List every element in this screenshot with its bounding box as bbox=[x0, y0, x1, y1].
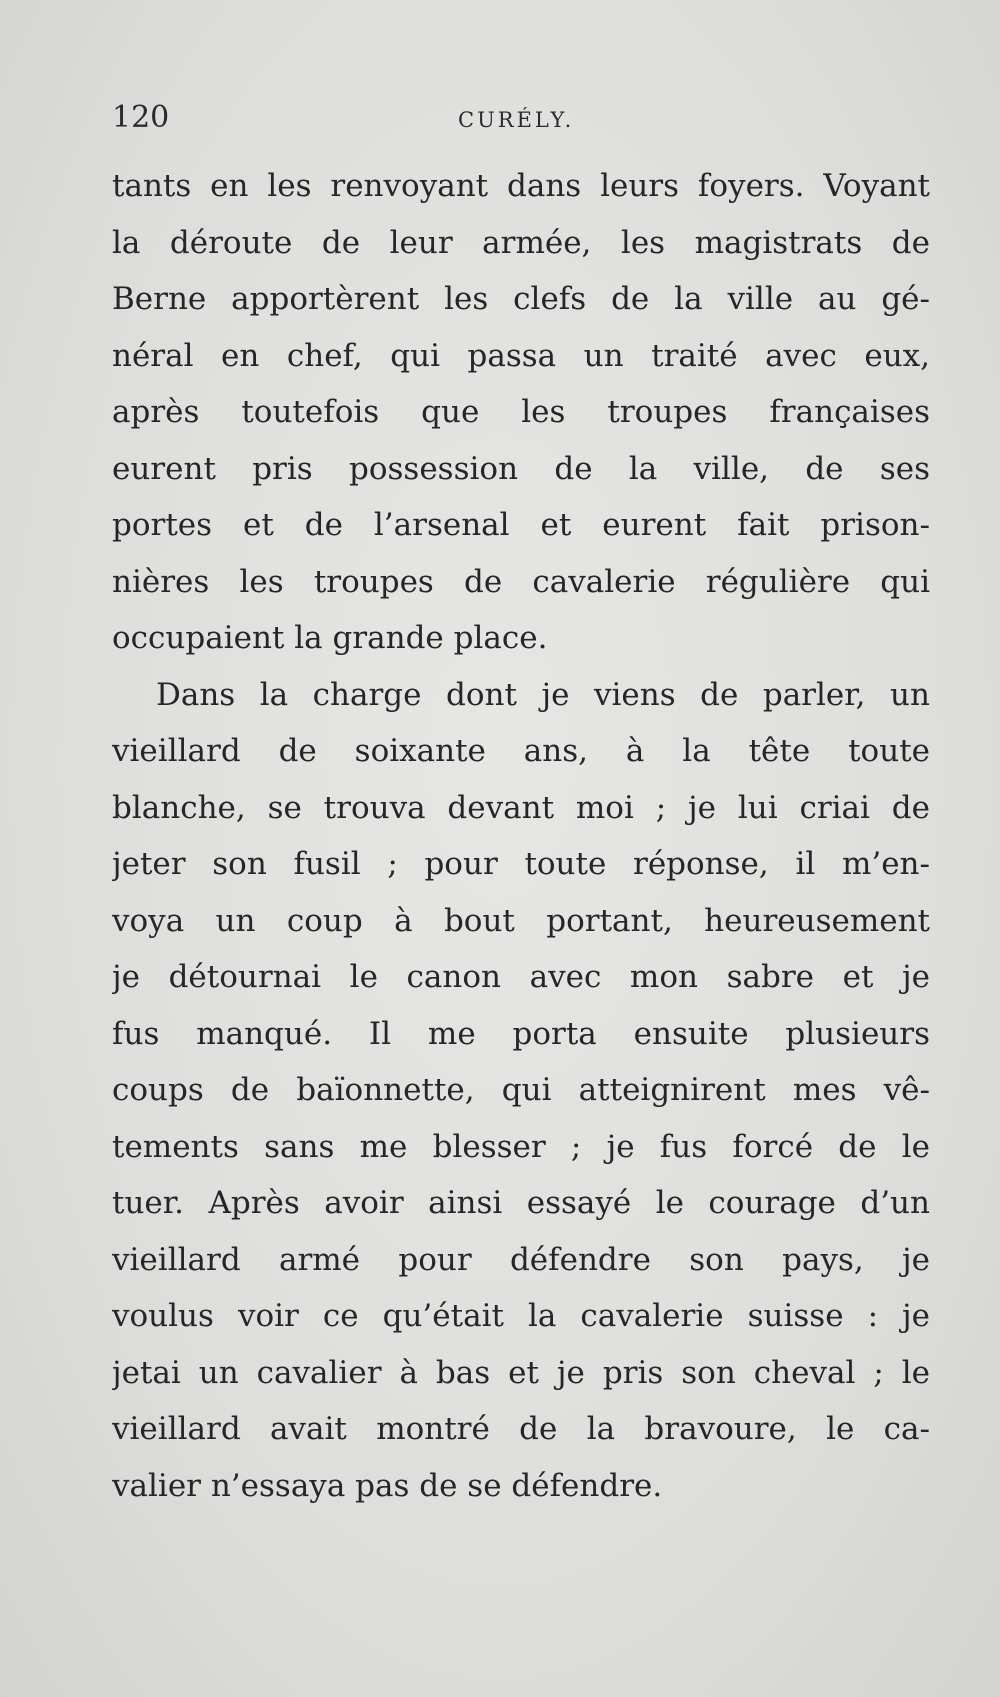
text-line: tements sans me blesser ; je fus forcé de le bbox=[112, 1128, 930, 1165]
text-line: vieillard armé pour défendre son pays, je bbox=[112, 1241, 930, 1278]
text-line: occupaient la grande place. bbox=[112, 620, 548, 656]
text-line: néral en chef, qui passa un traité avec eux, bbox=[112, 337, 930, 374]
text-line: je détournai le canon avec mon sabre et je bbox=[112, 959, 930, 995]
text-line: fus manqué. Il me porta ensuite plusieurs bbox=[112, 1015, 930, 1052]
text-line: nières les troupes de cavalerie régulière qui bbox=[112, 563, 930, 600]
text-line: Dans la charge dont je viens de parler, un bbox=[156, 676, 930, 713]
body-text bbox=[112, 158, 930, 1514]
text-line: tuer. Après avoir ainsi essayé le courage d’un bbox=[112, 1185, 930, 1221]
text-line: eurent pris possession de la ville, de ses bbox=[112, 450, 930, 487]
text-line: vieillard avait montré de la bravoure, le ca- bbox=[112, 1411, 930, 1447]
text-line: Berne apportèrent les clefs de la ville au gé- bbox=[112, 281, 930, 317]
text-line: voya un coup à bout portant, heureusement bbox=[112, 902, 930, 939]
text-line: jeter son fusil ; pour toute réponse, il m’en- bbox=[112, 846, 930, 882]
text-line: tants en les renvoyant dans leurs foyers. Voyant bbox=[112, 168, 930, 204]
running-head: CURÉLY. bbox=[458, 108, 575, 132]
text-line: portes et de l’arsenal et eurent fait prison- bbox=[112, 507, 930, 543]
page-header bbox=[112, 100, 930, 140]
text-line: la déroute de leur armée, les magistrats de bbox=[112, 224, 930, 261]
text-line: valier n’essaya pas de se défendre. bbox=[112, 1467, 663, 1504]
text-line: jetai un cavalier à bas et je pris son cheval ; le bbox=[112, 1354, 930, 1391]
text-line: voulus voir ce qu’était la cavalerie suisse : je bbox=[112, 1298, 930, 1334]
text-line: vieillard de soixante ans, à la tête toute bbox=[112, 733, 930, 769]
text-line: blanche, se trouva devant moi ; je lui criai de bbox=[112, 789, 930, 826]
page-number: 120 bbox=[112, 100, 170, 135]
text-line: coups de baïonnette, qui atteignirent mes vê- bbox=[112, 1072, 930, 1108]
text-line: après toutefois que les troupes françaises bbox=[112, 394, 930, 430]
